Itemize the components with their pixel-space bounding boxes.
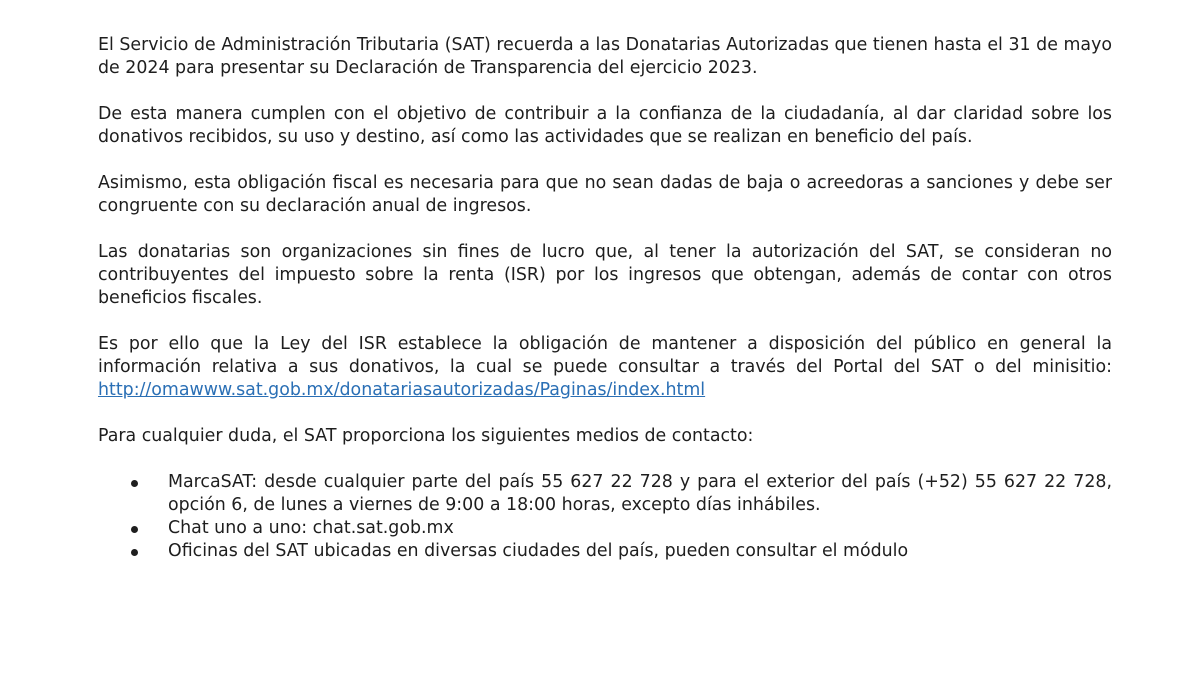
list-item xyxy=(168,517,1112,540)
list-spacer xyxy=(98,448,1112,471)
list-item xyxy=(168,540,1112,563)
paragraph-declaracion: El Servicio de Administración Tributaria (SAT) recuerda a las Donatarias Autorizadas que tienen hasta el 31 de mayo de 2024 para presentar su Declaración de Transparencia del ejercicio 2023. xyxy=(98,35,1112,78)
contact-chat: Chat uno a uno: chat.sat.gob.mx xyxy=(168,518,454,538)
bullet-icon xyxy=(131,526,138,533)
minisitio-link[interactable]: http://omawww.sat.gob.mx/donatariasautorizadas/Paginas/index.html xyxy=(98,380,706,400)
paragraph-portal xyxy=(98,333,1112,402)
paragraph-donatarias: Las donatarias son organizaciones sin fines de lucro que, al tener la autorización del SAT, se consideran no contribuyentes del impuesto sobre la renta (ISR) por los ingresos que obtengan, además de contar con otros beneficios fiscales. xyxy=(98,242,1112,308)
paragraph-objetivo: De esta manera cumplen con el objetivo de contribuir a la confianza de la ciudadanía, al dar claridad sobre los donativos recibidos, su uso y destino, así como las actividades que se realizan en beneficio del país. xyxy=(98,104,1112,147)
list-item xyxy=(168,471,1112,517)
paragraph-contact-intro: Para cualquier duda, el SAT proporciona los siguientes medios de contacto: xyxy=(98,426,754,446)
contact-marcasat: MarcaSAT: desde cualquier parte del país 55 627 22 728 y para el exterior del país (+52) 55 627 22 728, opción 6, de lunes a viernes de 9:00 a 18:00 horas, excepto días inhábiles. xyxy=(168,472,1112,515)
contact-oficinas: Oficinas del SAT ubicadas en diversas ciudades del país, pueden consultar el módulo xyxy=(168,541,909,561)
contact-list xyxy=(98,471,1112,563)
portal-text: Es por ello que la Ley del ISR establece la obligación de mantener a disposición del público en general la información relativa a sus donativos, la cual se puede consultar a través del Portal del SAT o del minisitio: xyxy=(98,334,1112,377)
bullet-icon xyxy=(131,480,138,487)
bullet-icon xyxy=(131,549,138,556)
document-body xyxy=(98,34,1112,563)
paragraph-obligacion: Asimismo, esta obligación fiscal es necesaria para que no sean dadas de baja o acreedoras a sanciones y debe ser congruente con su declaración anual de ingresos. xyxy=(98,173,1112,216)
